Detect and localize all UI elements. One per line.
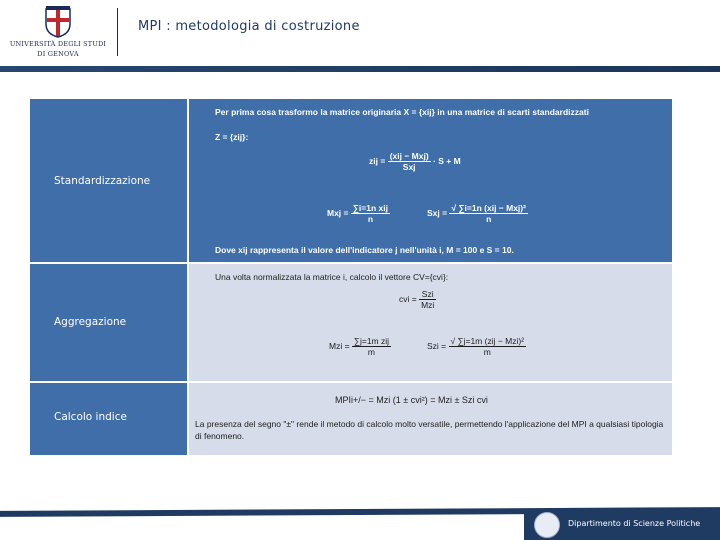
top-bar: [0, 66, 720, 72]
cv-denominator: Mzi: [421, 300, 435, 310]
mz-fraction: [352, 336, 391, 357]
z-fraction: [388, 151, 431, 172]
row-body: [189, 264, 672, 381]
row-label-text: Standardizzazione: [54, 175, 151, 187]
mx-formula: [327, 203, 390, 224]
sz-fraction: [449, 336, 527, 357]
sx-lhs: Sxj =: [427, 207, 448, 218]
row-aggregazione: [30, 264, 672, 381]
cv-lhs: cvi =: [399, 293, 417, 304]
sz-lhs: Szi =: [427, 340, 447, 351]
row-label-text: Aggregazione: [54, 316, 127, 328]
intro-pre: Per prima cosa trasformo la matrice originaria X =: [215, 107, 419, 117]
intro-line: [215, 107, 589, 117]
sx-numerator: √ ∑i=1n (xij − Mxj)²: [451, 203, 526, 213]
mz-formula: [329, 336, 391, 357]
university-city: DI GENOVA: [37, 50, 79, 58]
sz-denominator: m: [483, 347, 491, 357]
header-divider: [117, 8, 118, 56]
mz-numerator: ∑j=1m zij: [353, 336, 390, 346]
intro-post: in una matrice di scarti standardizzati: [434, 107, 589, 117]
department-name: Dipartimento di Scienze Politiche: [568, 519, 701, 528]
sz-formula: [427, 336, 526, 357]
cv-numerator: Szi: [419, 289, 436, 300]
university-logo: [8, 6, 108, 62]
mx-fraction: [351, 203, 390, 224]
sz-numerator: √ ∑j=1m (zij − Mzi)²: [450, 336, 525, 346]
sx-denominator: n: [486, 214, 492, 224]
z-lhs: zij =: [369, 155, 386, 166]
sx-formula: [427, 203, 528, 224]
z-definition: Z = {zij}:: [215, 132, 249, 142]
row-body: [189, 99, 672, 262]
header: [0, 0, 720, 68]
mx-denominator: n: [367, 214, 374, 224]
page-title: MPI : metodologia di costruzione: [138, 19, 360, 34]
mz-lhs: Mzi =: [329, 340, 350, 351]
method-table: [30, 99, 672, 455]
row-label: [30, 383, 187, 455]
sx-fraction: [449, 203, 528, 224]
intro-matrix: {xij}: [418, 107, 435, 117]
row-label: [30, 99, 187, 262]
mz-denominator: m: [367, 347, 376, 357]
mx-lhs: Mxj =: [327, 207, 349, 218]
footer: [524, 509, 720, 540]
mx-numerator: ∑i=1n xij: [352, 203, 388, 213]
z-formula: [369, 151, 461, 172]
row-calcolo-indice: [30, 383, 672, 455]
intro-line: Una volta normalizzata la matrice i, calcolo il vettore CV={cvi}:: [215, 272, 449, 282]
mpi-formula: MPIi+/− = Mzi (1 ± cvi²) = Mzi ± Szi cvi: [335, 395, 488, 405]
crest-icon: [43, 6, 73, 38]
row-body: [189, 383, 672, 455]
row-label-text: Calcolo indice: [54, 411, 127, 423]
z-tail: · S + M: [433, 155, 461, 166]
row-standardizzazione: [30, 99, 672, 262]
mpi-description: La presenza del segno "±" rende il metodo di calcolo molto versatile, permettendo l'applicazione del MPI a qualsiasi tipologia di fenomeno.: [195, 419, 664, 441]
note-text: Dove xij rappresenta il valore dell'indicatore j nell'unità i, M = 100 e S = 10.: [215, 245, 514, 255]
row-label: [30, 264, 187, 381]
cv-fraction: [419, 289, 436, 310]
z-numerator: (xij − Mxj): [389, 151, 429, 161]
z-denominator: Sxj: [402, 162, 416, 172]
cv-formula: [399, 289, 436, 310]
university-name: UNIVERSITÀ DEGLI STUDI: [9, 40, 107, 48]
department-seal-icon: [534, 512, 560, 538]
